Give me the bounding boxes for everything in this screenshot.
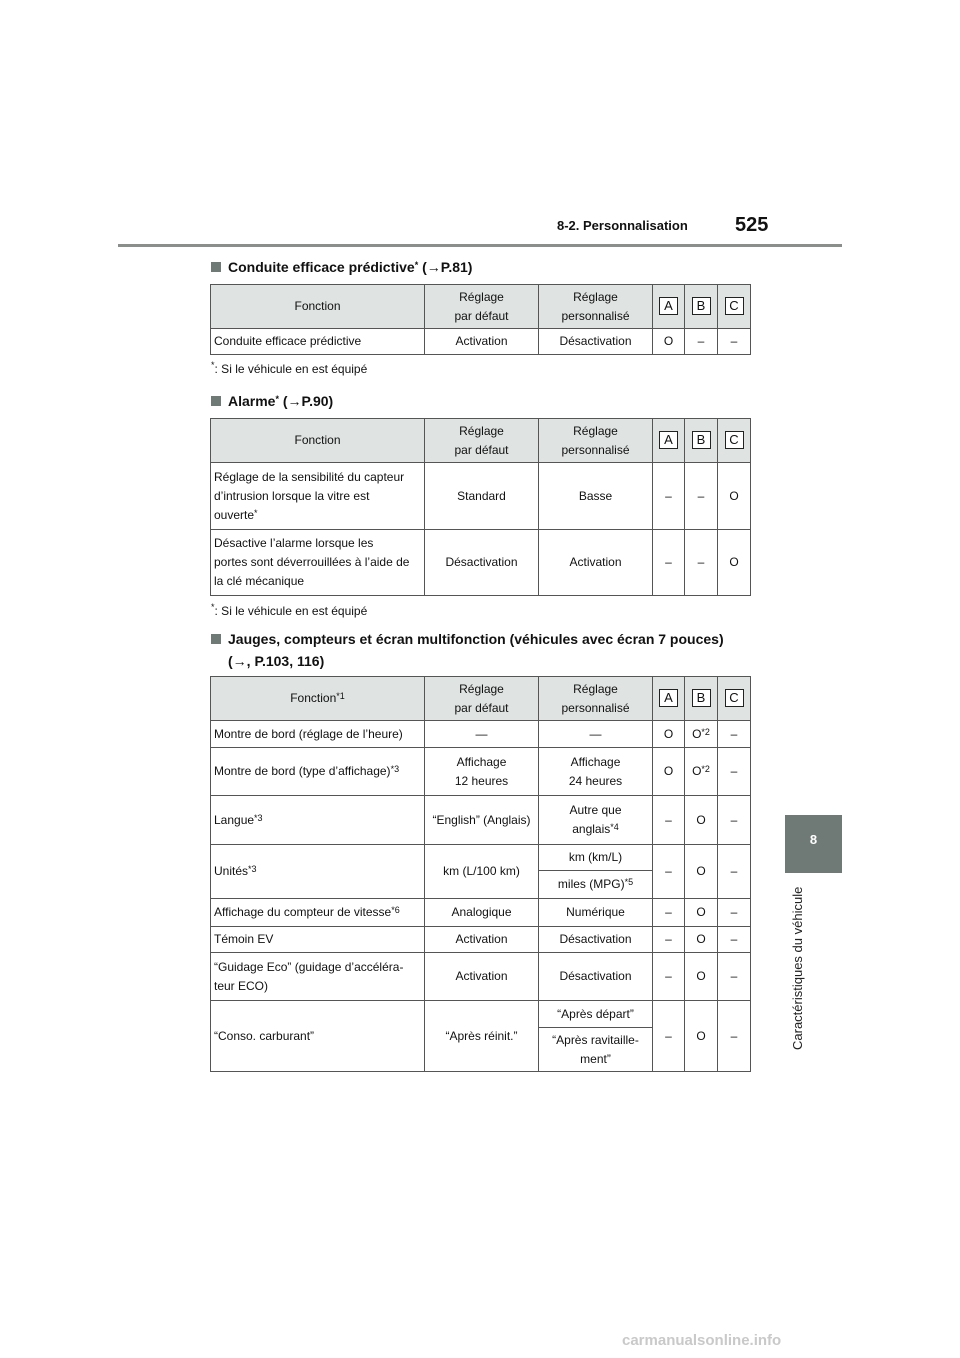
table-row: Affichage du compteur de vitesse$^{*6}$ Analogique Numérique – O – [211,899,751,927]
col-b-label: B [692,297,711,315]
table-header-row: Fonction Réglage par défaut Réglage personnalisé A B C [211,419,751,463]
table-row: Désactive l’alarme lorsque les portes sont déverrouillées à l’aide de la clé mécanique Désactivation Activation – – O [211,530,751,596]
bullet-square-icon [211,396,221,406]
table-row: Conduite efficace prédictive Activation Désactivation O – – [211,329,751,355]
table-header-row: Fonction Réglage par défaut Réglage personnalisé A B C [211,285,751,329]
watermark: carmanualsonline.info [622,1332,782,1349]
table-row: Réglage de la sensibilité du capteur d’intrusion lorsque la vitre est ouverte* Standard Basse – – O [211,463,751,530]
table-row: “Conso. carburant” “Après réinit.” “Après départ” – O – [211,1001,751,1028]
col-a-label: A [659,689,678,707]
table-row: “Guidage Eco” (guidage d’accéléra- teur ECO) Activation Désactivation – O – [211,953,751,1001]
header-rule [118,244,842,247]
footnote: *: Si le véhicule en est équipé [211,602,368,618]
section-title-alarme: Alarme* (→P.90) [211,390,333,412]
footnote: *: Si le véhicule en est équipé [211,360,368,376]
col-c-label: C [725,431,744,449]
bullet-square-icon [211,262,221,272]
section-title-jauges: Jauges, compteurs et écran multifonction (véhicules avec écran 7 pouces) (→, P.103, 116) [211,628,724,672]
table-alarme [210,418,751,596]
table-row: Montre de bord (type d’affichage)$^{*3}$ Affichage 12 heures Affichage 24 heures O $O^{*2}$ – [211,748,751,796]
table-header-row: Fonction$^{*1}$ Réglage par défaut Réglage personnalisé A B C [211,677,751,721]
bullet-square-icon [211,634,221,644]
page-number: 525 [735,214,769,236]
table-row: Unités$^{*3}$ km (L/100 km) km (km/L) – O – [211,845,751,871]
table-row: Témoin EV Activation Désactivation – O – [211,927,751,953]
table-row: Montre de bord (réglage de l’heure) — — O $O^{*2}$ – [211,721,751,748]
col-c-label: C [725,689,744,707]
col-b-label: B [692,431,711,449]
table-jauges [210,676,751,1072]
chapter-label: Caractéristiques du véhicule [790,886,805,1050]
table-conduite [210,284,751,355]
section-title-conduite: Conduite efficace prédictive* (→P.81) [211,256,472,278]
chapter-number: 8 [809,832,818,847]
col-c-label: C [725,297,744,315]
col-a-label: A [659,431,678,449]
table-row: Langue$^{*3}$ “English” (Anglais) Autre que anglais$^{*4}$ – O – [211,796,751,845]
table-row: miles (MPG)$^{*5}$ [211,871,751,899]
section-header: 8-2. Personnalisation [557,218,688,233]
table-row: “Après ravitaille- ment” [211,1028,751,1072]
col-a-label: A [659,297,678,315]
col-b-label: B [692,689,711,707]
